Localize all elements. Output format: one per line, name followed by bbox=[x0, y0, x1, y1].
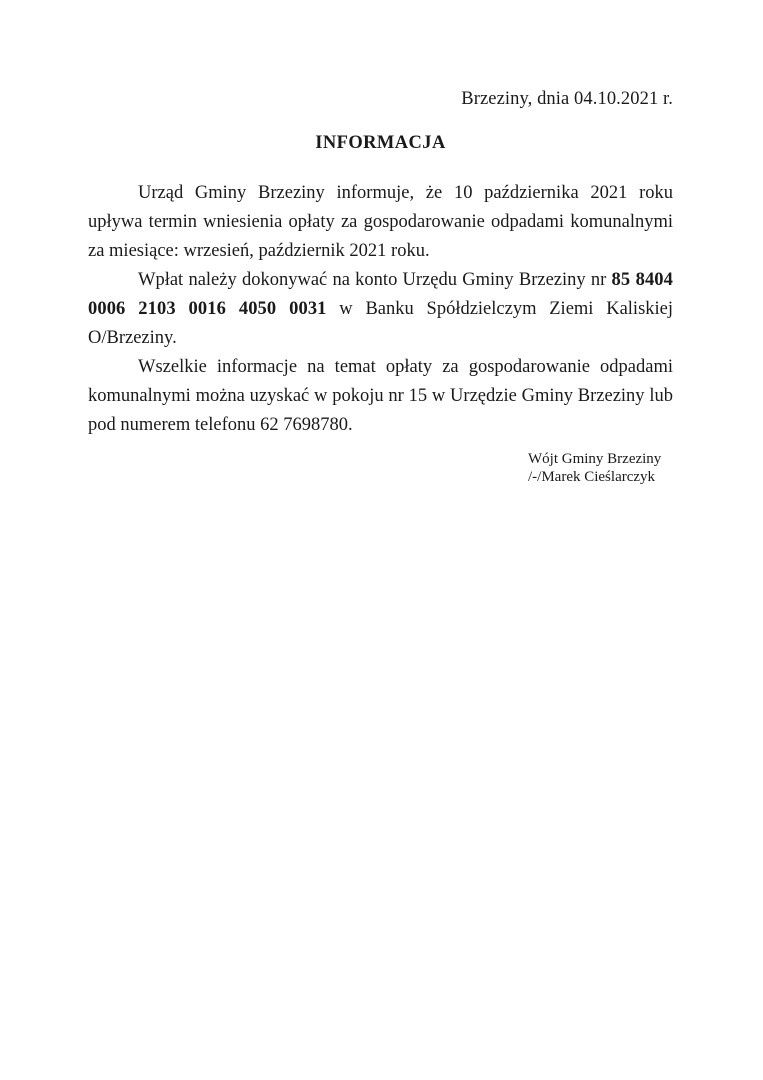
paragraph-contact: Wszelkie informacje na temat opłaty za gospodarowanie odpadami komunalnymi można uzyskać w pokoju nr 15 w Urzędzie Gminy Brzeziny lub pod numerem telefonu 62 7698780. bbox=[88, 357, 673, 435]
payment-text-before-account: Wpłat należy dokonywać na konto Urzędu Gminy Brzeziny nr bbox=[138, 270, 612, 290]
signature-block bbox=[528, 450, 763, 486]
paragraph-deadline: Urząd Gminy Brzeziny informuje, że 10 października 2021 roku upływa termin wniesienia opłaty za gospodarowanie odpadami komunalnymi za miesiące: wrzesień, październik 2021 roku. bbox=[88, 183, 673, 261]
bank-account-number: 85 8404 0006 2103 0016 4050 0031 bbox=[88, 270, 673, 319]
date-line: Brzeziny, dnia 04.10.2021 r. bbox=[461, 89, 673, 109]
payment-text-after-account: w Banku Spółdzielczym Ziemi Kaliskiej O/Brzeziny. bbox=[88, 299, 674, 348]
signature-name: /-/Marek Cieślarczyk bbox=[528, 469, 656, 485]
page-title: INFORMACJA bbox=[315, 132, 446, 153]
document-body bbox=[88, 179, 673, 440]
paragraph-payment bbox=[88, 266, 673, 353]
document-content bbox=[88, 0, 673, 440]
signature-role: Wójt Gminy Brzeziny bbox=[528, 451, 662, 467]
